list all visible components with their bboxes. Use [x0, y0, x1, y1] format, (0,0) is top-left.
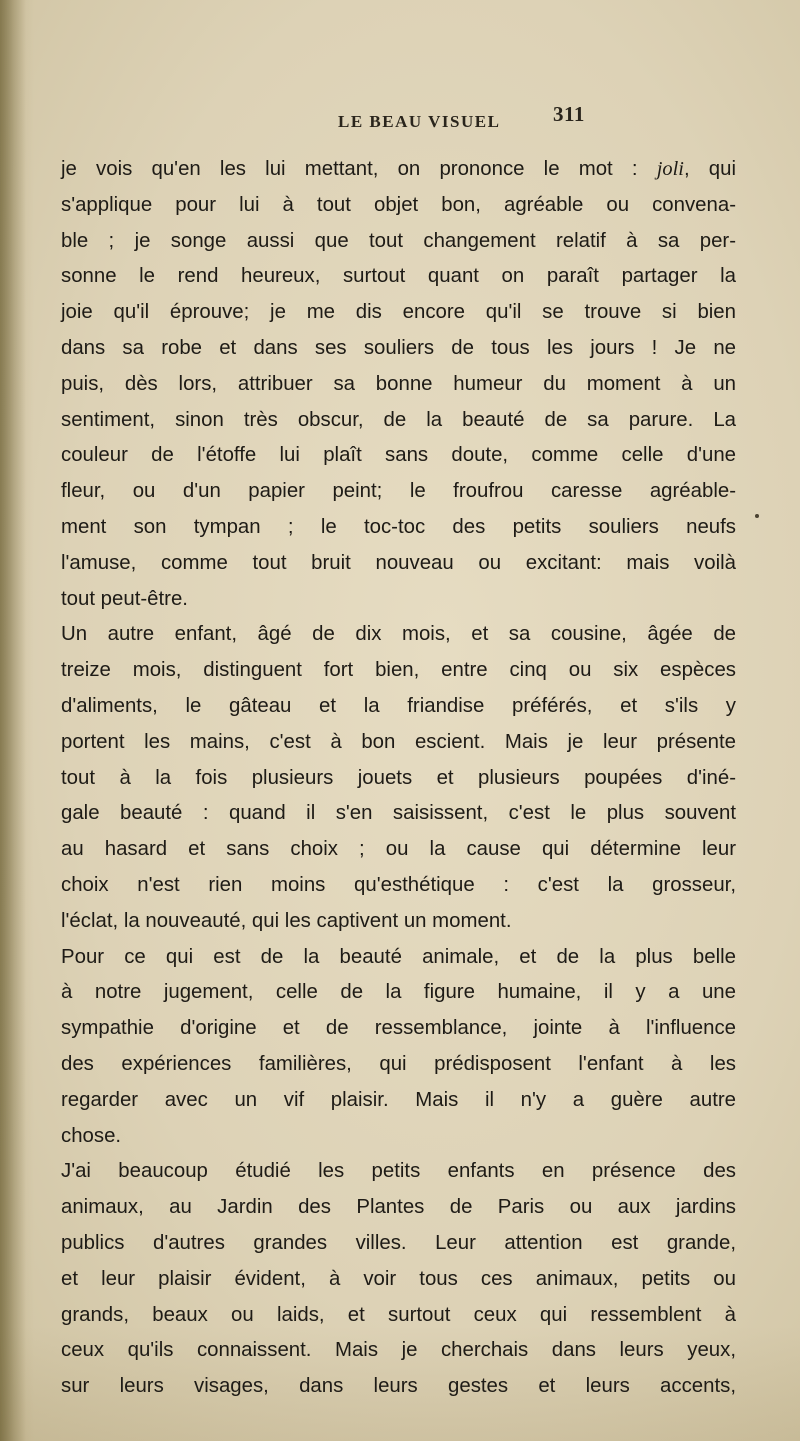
- text-line: tout à la fois plusieurs jouets et plusieurs poupées d'iné-: [61, 766, 736, 789]
- text-line: dans sa robe et dans ses souliers de tous les jours ! Je ne: [61, 336, 736, 359]
- text-line: gale beauté : quand il s'en saisissent, c'est le plus souvent: [61, 802, 736, 825]
- text-line: sympathie d'origine et de ressemblance, jointe à l'influence: [61, 1017, 736, 1040]
- text-line: regarder avec un vif plaisir. Mais il n'y a guère autre: [61, 1088, 736, 1111]
- running-title: LE BEAU VISUEL: [338, 112, 501, 131]
- text-line: Pour ce qui est de la beauté animale, et de la plus belle: [61, 945, 736, 968]
- text-line: sur leurs visages, dans leurs gestes et leurs accents,: [61, 1375, 736, 1398]
- text-line: animaux, au Jardin des Plantes de Paris ou aux jardins: [61, 1196, 736, 1219]
- text-line: fleur, ou d'un papier peint; le froufrou caresse agréable-: [61, 480, 736, 503]
- text-line: puis, dès lors, attribuer sa bonne humeur du moment à un: [61, 372, 736, 395]
- text-line: publics d'autres grandes villes. Leur attention est grande,: [61, 1231, 736, 1254]
- text-line: l'amuse, comme tout bruit nouveau ou excitant: mais voilà: [61, 551, 736, 574]
- text-line: sentiment, sinon très obscur, de la beauté de sa parure. La: [61, 408, 736, 431]
- page-gutter-shadow: [0, 0, 26, 1441]
- text-line: d'aliments, le gâteau et la friandise préférés, et s'ils y: [61, 694, 736, 717]
- text-line: sonne le rend heureux, surtout quant on paraît partager la: [61, 265, 736, 288]
- text-line: l'éclat, la nouveauté, qui les captivent un moment.: [61, 909, 512, 932]
- page-number: 311: [553, 102, 585, 126]
- margin-mark: [755, 514, 759, 518]
- text-line: J'ai beaucoup étudié les petits enfants en présence des: [61, 1160, 736, 1183]
- emphasized-word: joli: [656, 158, 684, 180]
- text-line: Un autre enfant, âgé de dix mois, et sa cousine, âgée de: [61, 623, 736, 646]
- text-line: ceux qu'ils connaissent. Mais je cherchais dans leurs yeux,: [61, 1339, 736, 1362]
- text-line: ble ; je songe aussi que tout changement relatif à sa per-: [61, 229, 736, 252]
- text-line: joie qu'il éprouve; je me dis encore qu'il se trouve si bien: [61, 301, 736, 324]
- text-line: des expériences familières, qui prédisposent l'enfant à les: [61, 1052, 736, 1075]
- text-line: ment son tympan ; le toc-toc des petits souliers neufs: [61, 515, 736, 538]
- text-line: treize mois, distinguent fort bien, entre cinq ou six espèces: [61, 659, 736, 682]
- body-text: [61, 152, 736, 1405]
- text-line: couleur de l'étoffe lui plaît sans doute, comme celle d'une: [61, 444, 736, 467]
- text-line: je vois qu'en les lui mettant, on prononce le mot : joli, qui: [61, 158, 736, 180]
- text-line: au hasard et sans choix ; ou la cause qui détermine leur: [61, 838, 736, 861]
- text-line: tout peut-être.: [61, 587, 188, 610]
- text-line: et leur plaisir évident, à voir tous ces animaux, petits ou: [61, 1267, 736, 1290]
- text-line: portent les mains, c'est à bon escient. Mais je leur présente: [61, 730, 736, 753]
- text-line: chose.: [61, 1124, 122, 1147]
- text-line: grands, beaux ou laids, et surtout ceux qui ressemblent à: [61, 1303, 736, 1326]
- text-line: choix n'est rien moins qu'esthétique : c'est la grosseur,: [61, 873, 736, 896]
- text-line: à notre jugement, celle de la figure humaine, il y a une: [61, 981, 736, 1004]
- text-line: s'applique pour lui à tout objet bon, agréable ou convena-: [61, 193, 736, 216]
